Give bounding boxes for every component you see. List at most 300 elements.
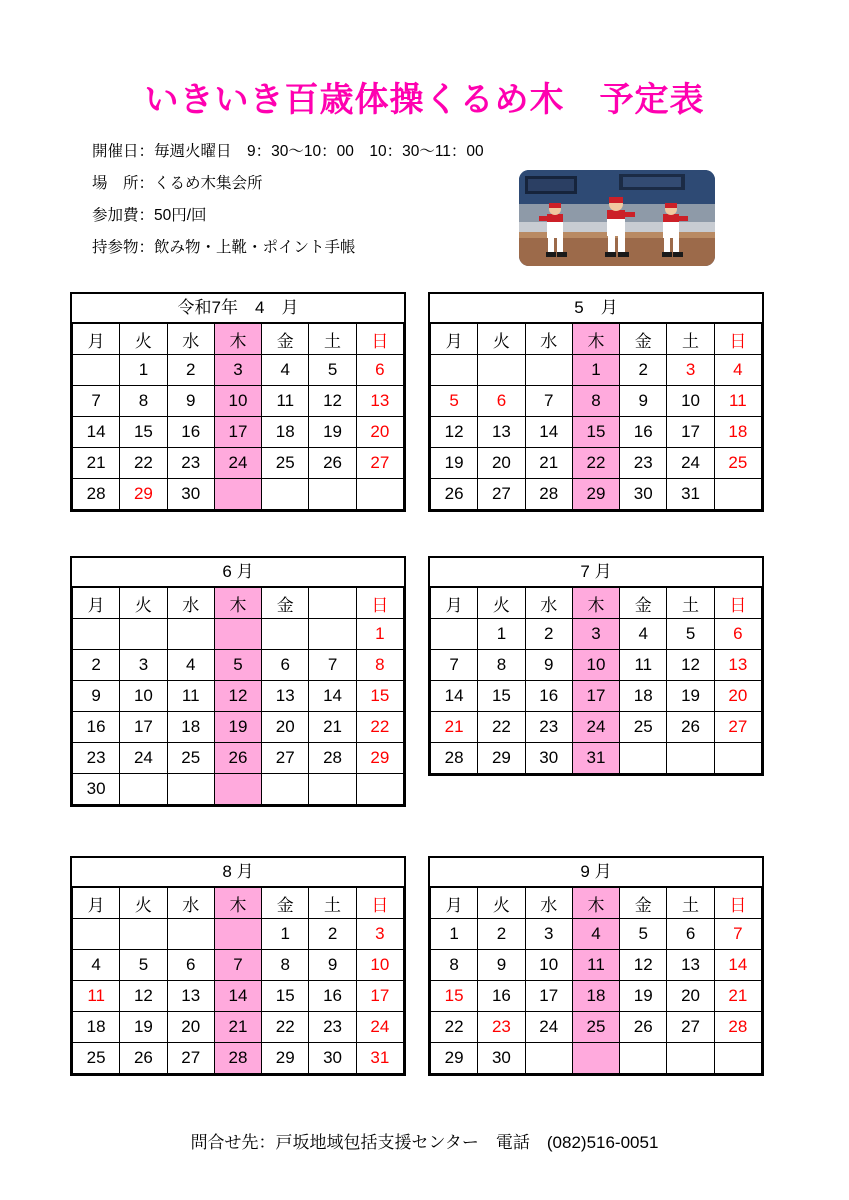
calendar-week-row xyxy=(73,712,404,743)
calendar-day-cell: 5 xyxy=(620,919,667,950)
calendar-june xyxy=(70,556,406,807)
weekday-header-2: 水 xyxy=(525,888,572,919)
calendar-day-cell: 19 xyxy=(309,417,356,448)
page-title: いきいき百歳体操くるめ木 予定表 xyxy=(144,81,705,119)
calendar-day-cell: 11 xyxy=(262,386,309,417)
calendar-day-cell: 30 xyxy=(73,774,120,805)
calendar-day-cell: 31 xyxy=(356,1043,403,1074)
calendar-day-cell: 27 xyxy=(262,743,309,774)
calendar-day-cell: 28 xyxy=(431,743,478,774)
weekday-header-4: 金 xyxy=(620,888,667,919)
calendar-day-cell: 4 xyxy=(620,619,667,650)
calendar-day-cell: 22 xyxy=(572,448,619,479)
calendar-month-title: 7 月 xyxy=(430,558,762,587)
calendar-day-cell: 29 xyxy=(262,1043,309,1074)
calendar-day-cell: 14 xyxy=(73,417,120,448)
calendar-week-row xyxy=(73,417,404,448)
footer-contact: 問合せ先：戸坂地域包括支援センター 電話 (082)516-0051 xyxy=(190,1133,659,1152)
calendar-day-cell: 23 xyxy=(620,448,667,479)
info-line-schedule: 開催日：毎週火曜日 9：30～10：00 10：30～11：00 xyxy=(92,143,484,160)
calendar-table xyxy=(430,587,762,774)
weekday-header-5: 土 xyxy=(667,588,714,619)
calendar-day-cell: 27 xyxy=(478,479,525,510)
calendar-week-row xyxy=(431,1043,762,1074)
weekday-header-5: 土 xyxy=(309,324,356,355)
calendar-day-cell: 4 xyxy=(262,355,309,386)
calendar-day-cell: 6 xyxy=(714,619,761,650)
calendar-day-cell: 2 xyxy=(73,650,120,681)
calendar-day-cell: 21 xyxy=(73,448,120,479)
calendar-week-row xyxy=(431,448,762,479)
calendar-empty-cell xyxy=(262,774,309,805)
calendar-day-cell: 25 xyxy=(620,712,667,743)
calendar-day-cell: 16 xyxy=(620,417,667,448)
calendar-month-title: 9 月 xyxy=(430,858,762,887)
calendar-empty-cell xyxy=(356,774,403,805)
calendar-day-cell: 1 xyxy=(478,619,525,650)
calendar-day-cell: 26 xyxy=(120,1043,167,1074)
baseball-players-photo xyxy=(519,170,715,266)
calendar-day-cell: 21 xyxy=(714,981,761,1012)
calendar-day-cell: 12 xyxy=(120,981,167,1012)
calendar-day-cell: 7 xyxy=(309,650,356,681)
calendar-day-cell: 21 xyxy=(214,1012,261,1043)
weekday-header-3: 木 xyxy=(214,588,261,619)
calendar-day-cell: 5 xyxy=(214,650,261,681)
calendar-day-cell: 22 xyxy=(262,1012,309,1043)
calendar-day-cell: 8 xyxy=(120,386,167,417)
calendar-empty-cell xyxy=(572,1043,619,1074)
weekday-header-0: 月 xyxy=(73,888,120,919)
calendar-empty-cell xyxy=(214,619,261,650)
weekday-header-3: 木 xyxy=(572,888,619,919)
calendar-day-cell: 18 xyxy=(572,981,619,1012)
calendar-day-cell: 25 xyxy=(262,448,309,479)
calendar-table xyxy=(430,323,762,510)
weekday-header-0: 月 xyxy=(431,588,478,619)
calendar-day-cell: 8 xyxy=(572,386,619,417)
calendar-day-cell: 19 xyxy=(214,712,261,743)
weekday-header-row xyxy=(73,588,404,619)
weekday-header-6: 日 xyxy=(356,888,403,919)
calendar-empty-cell xyxy=(667,743,714,774)
calendar-day-cell: 4 xyxy=(714,355,761,386)
calendar-day-cell: 8 xyxy=(262,950,309,981)
calendar-week-row xyxy=(73,650,404,681)
calendar-day-cell: 3 xyxy=(120,650,167,681)
calendar-may xyxy=(428,292,764,512)
calendar-day-cell: 16 xyxy=(525,681,572,712)
calendar-day-cell: 28 xyxy=(73,479,120,510)
calendar-week-row xyxy=(431,650,762,681)
calendar-table xyxy=(72,323,404,510)
calendar-day-cell: 19 xyxy=(620,981,667,1012)
calendar-week-row xyxy=(73,1012,404,1043)
calendar-day-cell: 24 xyxy=(525,1012,572,1043)
calendar-week-row xyxy=(73,448,404,479)
weekday-header-4: 金 xyxy=(262,588,309,619)
calendar-day-cell: 18 xyxy=(167,712,214,743)
calendar-day-cell: 31 xyxy=(572,743,619,774)
weekday-header-6: 日 xyxy=(714,324,761,355)
calendar-empty-cell xyxy=(431,619,478,650)
calendar-day-cell: 9 xyxy=(620,386,667,417)
calendar-day-cell: 2 xyxy=(167,355,214,386)
calendar-day-cell: 12 xyxy=(620,950,667,981)
calendar-day-cell: 2 xyxy=(309,919,356,950)
calendar-day-cell: 28 xyxy=(525,479,572,510)
calendar-day-cell: 9 xyxy=(478,950,525,981)
calendar-empty-cell xyxy=(73,355,120,386)
calendar-day-cell: 12 xyxy=(214,681,261,712)
calendar-day-cell: 12 xyxy=(309,386,356,417)
calendar-day-cell: 12 xyxy=(431,417,478,448)
weekday-header-5: 土 xyxy=(667,324,714,355)
calendar-day-cell: 23 xyxy=(478,1012,525,1043)
calendar-day-cell: 20 xyxy=(262,712,309,743)
calendar-empty-cell xyxy=(667,1043,714,1074)
calendar-day-cell: 25 xyxy=(167,743,214,774)
calendar-day-cell: 17 xyxy=(356,981,403,1012)
calendar-empty-cell xyxy=(120,774,167,805)
calendar-day-cell: 23 xyxy=(73,743,120,774)
calendar-day-cell: 10 xyxy=(214,386,261,417)
calendar-day-cell: 14 xyxy=(431,681,478,712)
weekday-header-2: 水 xyxy=(167,888,214,919)
calendar-week-row xyxy=(431,386,762,417)
calendar-day-cell: 30 xyxy=(525,743,572,774)
calendar-day-cell: 11 xyxy=(572,950,619,981)
calendar-day-cell: 1 xyxy=(356,619,403,650)
calendar-empty-cell xyxy=(714,479,761,510)
info-line-place: 場 所：くるめ木集会所 xyxy=(92,175,263,192)
info-line-fee: 参加費：50円/回 xyxy=(92,207,207,224)
calendar-week-row xyxy=(431,981,762,1012)
calendar-day-cell: 17 xyxy=(120,712,167,743)
calendar-table xyxy=(72,587,404,805)
calendar-day-cell: 4 xyxy=(572,919,619,950)
calendar-week-row xyxy=(73,981,404,1012)
weekday-header-row xyxy=(431,324,762,355)
info-line-bring: 持参物：飲み物・上靴・ポイント手帳 xyxy=(92,239,356,256)
calendar-week-row xyxy=(73,479,404,510)
calendar-empty-cell xyxy=(214,479,261,510)
weekday-header-4: 金 xyxy=(262,324,309,355)
calendar-day-cell: 20 xyxy=(478,448,525,479)
calendar-day-cell: 3 xyxy=(667,355,714,386)
calendar-day-cell: 10 xyxy=(525,950,572,981)
calendar-day-cell: 27 xyxy=(714,712,761,743)
calendar-empty-cell xyxy=(167,919,214,950)
calendar-day-cell: 10 xyxy=(356,950,403,981)
calendar-day-cell: 4 xyxy=(73,950,120,981)
calendar-empty-cell xyxy=(525,1043,572,1074)
weekday-header-row xyxy=(431,588,762,619)
calendar-table xyxy=(72,887,404,1074)
weekday-header-2: 水 xyxy=(525,324,572,355)
calendar-empty-cell xyxy=(120,919,167,950)
calendar-day-cell: 14 xyxy=(525,417,572,448)
calendar-day-cell: 20 xyxy=(167,1012,214,1043)
calendar-month-title: 8 月 xyxy=(72,858,404,887)
calendar-day-cell: 10 xyxy=(572,650,619,681)
calendar-empty-cell xyxy=(120,619,167,650)
calendar-september xyxy=(428,856,764,1076)
calendar-empty-cell xyxy=(620,743,667,774)
weekday-header-4: 金 xyxy=(262,888,309,919)
calendar-day-cell: 1 xyxy=(120,355,167,386)
calendar-day-cell: 10 xyxy=(667,386,714,417)
calendar-day-cell: 15 xyxy=(431,981,478,1012)
calendar-empty-cell xyxy=(478,355,525,386)
calendar-week-row xyxy=(73,619,404,650)
calendar-day-cell: 7 xyxy=(73,386,120,417)
calendar-day-cell: 2 xyxy=(620,355,667,386)
calendar-day-cell: 1 xyxy=(572,355,619,386)
weekday-header-6: 日 xyxy=(714,888,761,919)
calendar-day-cell: 16 xyxy=(309,981,356,1012)
calendar-day-cell: 22 xyxy=(478,712,525,743)
calendar-day-cell: 17 xyxy=(525,981,572,1012)
calendar-day-cell: 6 xyxy=(167,950,214,981)
calendar-day-cell: 10 xyxy=(120,681,167,712)
calendar-day-cell: 26 xyxy=(620,1012,667,1043)
weekday-header-0: 月 xyxy=(73,324,120,355)
calendar-week-row xyxy=(431,681,762,712)
calendar-day-cell: 11 xyxy=(620,650,667,681)
calendar-day-cell: 3 xyxy=(214,355,261,386)
calendar-day-cell: 22 xyxy=(120,448,167,479)
calendar-july xyxy=(428,556,764,776)
calendar-empty-cell xyxy=(214,774,261,805)
calendar-day-cell: 9 xyxy=(525,650,572,681)
calendar-week-row xyxy=(73,1043,404,1074)
calendar-day-cell: 7 xyxy=(714,919,761,950)
calendar-day-cell: 24 xyxy=(120,743,167,774)
calendar-day-cell: 8 xyxy=(431,950,478,981)
weekday-header-6: 日 xyxy=(356,588,403,619)
calendar-day-cell: 24 xyxy=(356,1012,403,1043)
calendar-day-cell: 16 xyxy=(478,981,525,1012)
calendar-day-cell: 3 xyxy=(356,919,403,950)
calendar-day-cell: 30 xyxy=(167,479,214,510)
calendar-april xyxy=(70,292,406,512)
calendar-day-cell: 3 xyxy=(525,919,572,950)
weekday-header-3: 木 xyxy=(572,588,619,619)
calendar-day-cell: 13 xyxy=(356,386,403,417)
calendar-day-cell: 1 xyxy=(262,919,309,950)
calendar-day-cell: 26 xyxy=(667,712,714,743)
calendar-day-cell: 5 xyxy=(120,950,167,981)
calendar-day-cell: 9 xyxy=(309,950,356,981)
calendar-day-cell: 15 xyxy=(262,981,309,1012)
calendar-day-cell: 20 xyxy=(714,681,761,712)
weekday-header-0: 月 xyxy=(431,324,478,355)
calendar-empty-cell xyxy=(309,619,356,650)
calendar-day-cell: 4 xyxy=(167,650,214,681)
calendar-day-cell: 21 xyxy=(525,448,572,479)
weekday-header-2: 水 xyxy=(525,588,572,619)
calendar-week-row xyxy=(73,774,404,805)
calendar-day-cell: 23 xyxy=(309,1012,356,1043)
calendar-month-title: 令和7年 4 月 xyxy=(72,294,404,323)
calendar-month-title: 5 月 xyxy=(430,294,762,323)
calendar-day-cell: 30 xyxy=(620,479,667,510)
calendar-day-cell: 19 xyxy=(120,1012,167,1043)
calendar-day-cell: 19 xyxy=(431,448,478,479)
calendar-day-cell: 18 xyxy=(714,417,761,448)
calendar-august xyxy=(70,856,406,1076)
calendar-day-cell: 27 xyxy=(356,448,403,479)
calendar-day-cell: 8 xyxy=(478,650,525,681)
weekday-header-6: 日 xyxy=(714,588,761,619)
calendar-empty-cell xyxy=(309,479,356,510)
weekday-header-2: 水 xyxy=(167,324,214,355)
calendar-day-cell: 17 xyxy=(572,681,619,712)
calendar-day-cell: 23 xyxy=(167,448,214,479)
weekday-header-1: 火 xyxy=(120,324,167,355)
calendar-day-cell: 7 xyxy=(431,650,478,681)
calendar-day-cell: 11 xyxy=(714,386,761,417)
calendar-day-cell: 24 xyxy=(572,712,619,743)
weekday-header-3: 木 xyxy=(572,324,619,355)
calendar-day-cell: 25 xyxy=(572,1012,619,1043)
calendar-day-cell: 6 xyxy=(478,386,525,417)
calendar-day-cell: 5 xyxy=(431,386,478,417)
calendar-day-cell: 1 xyxy=(431,919,478,950)
weekday-header-row xyxy=(73,888,404,919)
calendar-day-cell: 7 xyxy=(525,386,572,417)
calendar-empty-cell xyxy=(262,619,309,650)
weekday-header-3: 木 xyxy=(214,324,261,355)
calendar-day-cell: 16 xyxy=(73,712,120,743)
weekday-header-5: 土 xyxy=(667,888,714,919)
calendar-day-cell: 29 xyxy=(572,479,619,510)
calendar-day-cell: 6 xyxy=(262,650,309,681)
calendar-empty-cell xyxy=(356,479,403,510)
weekday-header-6: 日 xyxy=(356,324,403,355)
calendar-day-cell: 15 xyxy=(120,417,167,448)
calendar-week-row xyxy=(431,1012,762,1043)
calendar-day-cell: 29 xyxy=(478,743,525,774)
calendar-day-cell: 25 xyxy=(714,448,761,479)
weekday-header-4: 金 xyxy=(620,588,667,619)
calendar-week-row xyxy=(73,919,404,950)
calendar-week-row xyxy=(431,712,762,743)
calendar-empty-cell xyxy=(525,355,572,386)
calendar-day-cell: 14 xyxy=(714,950,761,981)
calendar-empty-cell xyxy=(167,619,214,650)
calendar-day-cell: 21 xyxy=(431,712,478,743)
weekday-header-1: 火 xyxy=(478,588,525,619)
calendar-day-cell: 7 xyxy=(214,950,261,981)
calendar-day-cell: 26 xyxy=(431,479,478,510)
calendar-day-cell: 24 xyxy=(214,448,261,479)
calendar-day-cell: 22 xyxy=(431,1012,478,1043)
calendar-day-cell: 31 xyxy=(667,479,714,510)
calendar-week-row xyxy=(431,919,762,950)
calendar-empty-cell xyxy=(714,743,761,774)
calendar-week-row xyxy=(73,743,404,774)
weekday-header-5: 土 xyxy=(309,888,356,919)
calendar-day-cell: 27 xyxy=(667,1012,714,1043)
calendar-day-cell: 11 xyxy=(167,681,214,712)
calendar-day-cell: 8 xyxy=(356,650,403,681)
calendar-week-row xyxy=(431,950,762,981)
calendar-day-cell: 28 xyxy=(214,1043,261,1074)
calendar-day-cell: 3 xyxy=(572,619,619,650)
calendar-day-cell: 18 xyxy=(620,681,667,712)
calendar-day-cell: 13 xyxy=(714,650,761,681)
calendar-week-row xyxy=(73,950,404,981)
calendar-day-cell: 26 xyxy=(309,448,356,479)
calendar-day-cell: 13 xyxy=(478,417,525,448)
calendar-day-cell: 16 xyxy=(167,417,214,448)
calendar-day-cell: 17 xyxy=(667,417,714,448)
calendar-day-cell: 24 xyxy=(667,448,714,479)
calendar-day-cell: 13 xyxy=(167,981,214,1012)
calendar-day-cell: 2 xyxy=(478,919,525,950)
calendar-day-cell: 11 xyxy=(73,981,120,1012)
calendar-week-row xyxy=(73,681,404,712)
weekday-header-row xyxy=(73,324,404,355)
calendar-day-cell: 29 xyxy=(120,479,167,510)
calendar-empty-cell xyxy=(167,774,214,805)
calendar-day-cell: 9 xyxy=(73,681,120,712)
calendar-empty-cell xyxy=(262,479,309,510)
calendar-day-cell: 12 xyxy=(667,650,714,681)
calendar-day-cell: 22 xyxy=(356,712,403,743)
calendar-day-cell: 5 xyxy=(309,355,356,386)
calendar-day-cell: 5 xyxy=(667,619,714,650)
weekday-header-1: 火 xyxy=(120,588,167,619)
calendar-week-row xyxy=(431,417,762,448)
calendar-day-cell: 18 xyxy=(262,417,309,448)
calendar-day-cell: 23 xyxy=(525,712,572,743)
calendar-week-row xyxy=(73,386,404,417)
calendar-day-cell: 14 xyxy=(309,681,356,712)
calendar-empty-cell xyxy=(620,1043,667,1074)
calendar-day-cell: 28 xyxy=(714,1012,761,1043)
calendar-empty-cell xyxy=(73,919,120,950)
weekday-header-1: 火 xyxy=(120,888,167,919)
calendar-day-cell: 28 xyxy=(309,743,356,774)
calendar-empty-cell xyxy=(714,1043,761,1074)
calendar-table xyxy=(430,887,762,1074)
weekday-header-4: 金 xyxy=(620,324,667,355)
calendar-day-cell: 6 xyxy=(667,919,714,950)
calendar-week-row xyxy=(431,743,762,774)
calendar-week-row xyxy=(431,479,762,510)
weekday-header-3: 木 xyxy=(214,888,261,919)
weekday-header-1: 火 xyxy=(478,888,525,919)
calendar-day-cell: 29 xyxy=(356,743,403,774)
calendar-day-cell: 17 xyxy=(214,417,261,448)
weekday-header-5 xyxy=(309,588,356,619)
calendar-day-cell: 26 xyxy=(214,743,261,774)
weekday-header-0: 月 xyxy=(431,888,478,919)
calendar-empty-cell xyxy=(309,774,356,805)
calendar-day-cell: 20 xyxy=(667,981,714,1012)
calendar-day-cell: 20 xyxy=(356,417,403,448)
calendar-day-cell: 21 xyxy=(309,712,356,743)
calendar-day-cell: 19 xyxy=(667,681,714,712)
weekday-header-row xyxy=(431,888,762,919)
weekday-header-0: 月 xyxy=(73,588,120,619)
calendar-week-row xyxy=(73,355,404,386)
calendar-day-cell: 9 xyxy=(167,386,214,417)
weekday-header-2: 水 xyxy=(167,588,214,619)
